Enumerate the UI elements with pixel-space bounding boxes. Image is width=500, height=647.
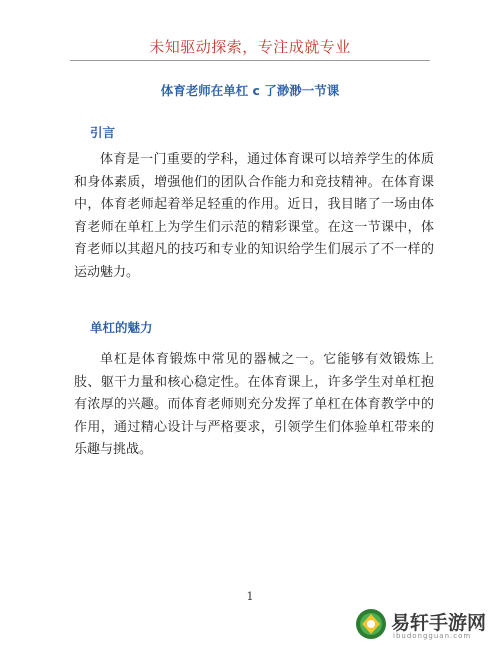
site-watermark <box>355 604 500 647</box>
document-header: 未知驱动探索，专注成就专业 <box>149 38 351 56</box>
section-heading-bar: 单杠的魅力 <box>90 320 153 335</box>
document-title: 体育老师在单杠 c 了渺渺一节课 <box>160 83 340 98</box>
section-paragraph-bar: 单杠是体育锻炼中常见的器械之一。它能够有效锻炼上肢、躯干力量和核心稳定性。在体育课上，许多学生对单杠抱有浓厚的兴趣。而体育老师则充分发挥了单杠在体育教学中的作用，通过精心设计与严格要求，引领学生们体验单杠带来的乐趣与挑战。 <box>74 352 434 457</box>
header-divider <box>70 60 430 61</box>
site-logo-icon <box>355 608 387 640</box>
section-paragraph-intro: 体育是一门重要的学科，通过体育课可以培养学生的体质和身体素质，增强他们的团队合作能力和竞技精神。在体育课中，体育老师起着举足轻重的作用。近日，我目睹了一场由体育老师在单杠上为学生们示范的精彩课堂。在这一节课中，体育老师以其超凡的技巧和专业的知识给学生们展示了不一样的运动魅力。 <box>74 152 434 280</box>
watermark-site-url: ibudongguan.com <box>393 632 472 640</box>
page-number: 1 <box>246 590 254 603</box>
watermark-site-name: 易轩手游网 <box>391 612 487 634</box>
section-heading-intro: 引言 <box>90 125 116 140</box>
